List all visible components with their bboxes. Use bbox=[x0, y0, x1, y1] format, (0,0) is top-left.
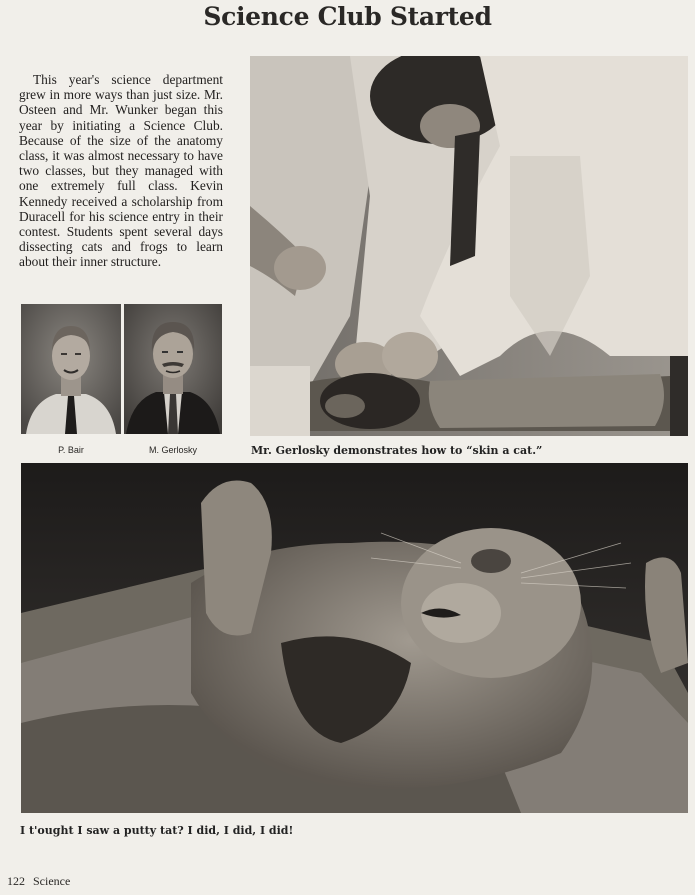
cat-photo bbox=[21, 463, 688, 813]
page-number: 122 bbox=[7, 874, 25, 888]
dissection-photo bbox=[250, 56, 688, 436]
dissection-photo-caption: Mr. Gerlosky demonstrates how to “skin a cat.” bbox=[251, 444, 543, 457]
portrait-photo-gerlosky bbox=[124, 304, 222, 434]
section-name: Science bbox=[33, 874, 71, 888]
portrait-caption-gerlosky: M. Gerlosky bbox=[148, 445, 197, 455]
cat-photo-caption: I t'ought I saw a putty tat? I did, I did, I did! bbox=[20, 824, 294, 837]
page-footer bbox=[7, 874, 70, 889]
page-title: Science Club Started bbox=[203, 2, 492, 31]
portrait-caption-bair: P. Bair bbox=[58, 445, 84, 455]
article-body: This year's science department grew in more ways than just size. Mr. Osteen and Mr. Wunker began this year by initiating a Science Club. Because of the size of the anatomy class, it was almost necessary to have two classes, but they managed with one extremely full class. Kevin Kennedy received a scholarship from Duracell for his science entry in their contest. Students spent several days dissecting cats and frogs to learn about their inner structure. bbox=[19, 72, 223, 270]
portrait-photo-bair bbox=[21, 304, 121, 434]
